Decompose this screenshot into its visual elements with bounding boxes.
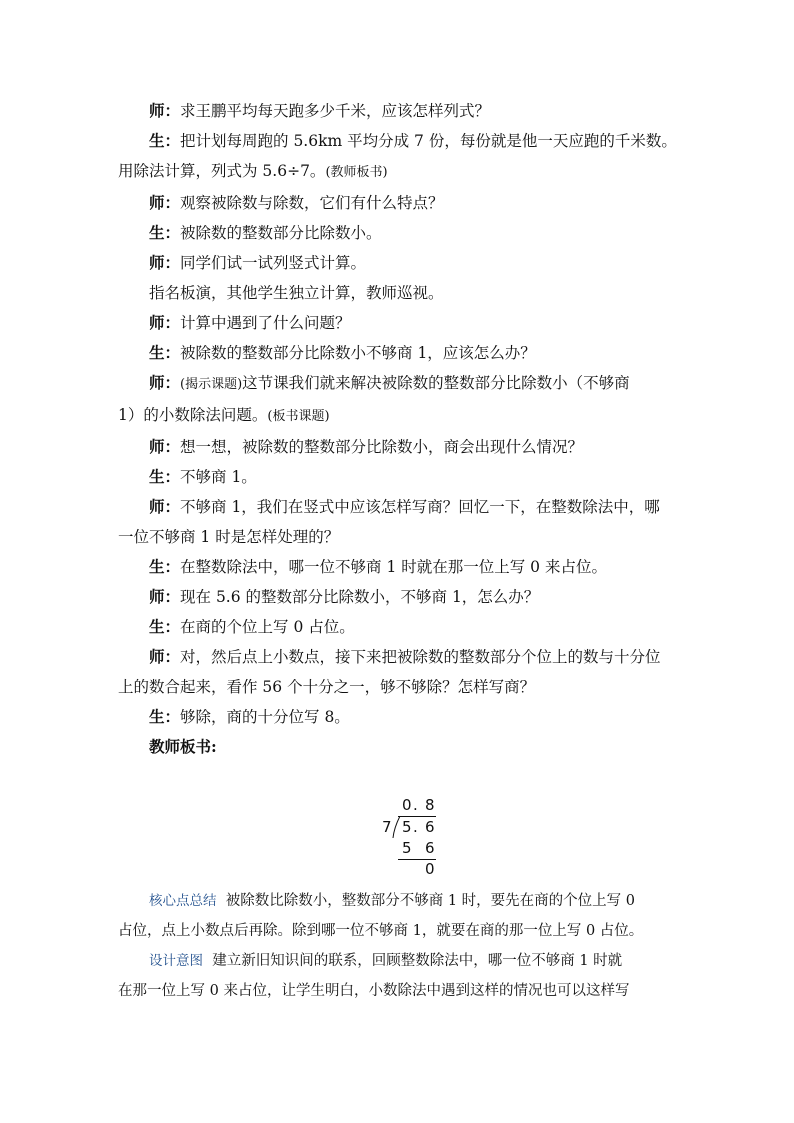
long-division — [376, 796, 446, 880]
design-note-cont: 在那一位上写 0 来占位，让学生明白，小数除法中遇到这样的情况也可以这样写 — [118, 983, 630, 999]
dialogue-line: 生：被除数的整数部分比除数小。 — [149, 223, 382, 242]
dialogue-line-cont: 1）的小数除法问题。(板书课题) — [118, 406, 330, 424]
dialogue-line: 生：不够商 1。 — [149, 467, 257, 486]
notes-section — [118, 886, 678, 1006]
product-digit: 6 — [425, 839, 435, 857]
lesson-transcript — [118, 96, 678, 762]
quotient-point: . — [413, 796, 418, 814]
dialogue-line: 师：想一想，被除数的整数部分比除数小，商会出现什么情况？ — [149, 437, 584, 456]
summary-note: 核心点总结 被除数比除数小，整数部分不够商 1 时，要先在商的个位上写 0 — [149, 893, 635, 909]
dividend-digit: 6 — [425, 818, 435, 836]
divisor: 7 — [382, 818, 392, 836]
narration-line: 指名板演，其他学生独立计算，教师巡视。 — [149, 284, 444, 302]
dialogue-line: 师：观察被除数与除数，它们有什么特点？ — [149, 193, 444, 212]
dialogue-line: 生：把计划每周跑的 5.6km 平均分成 7 份，每份就是他一天应跑的千米数。 — [149, 131, 677, 150]
dividend-digit: 5 — [402, 818, 412, 836]
board-title: 教师板书: — [149, 737, 217, 756]
dialogue-line: 师：现在 5.6 的整数部分比除数小，不够商 1，怎么办？ — [149, 587, 540, 606]
dialogue-line: 师：对，然后点上小数点，接下来把被除数的整数部分个位上的数与十分位 — [149, 647, 661, 666]
dialogue-line: 师：计算中遇到了什么问题？ — [149, 313, 351, 332]
dialogue-line: 生：够除，商的十分位写 8。 — [149, 707, 350, 726]
dialogue-line: 师：(揭示课题)这节课我们就来解决被除数的整数部分比除数小（不够商 — [149, 373, 630, 392]
remainder: 0 — [425, 860, 435, 878]
design-note: 设计意图 建立新旧知识间的联系，回顾整数除法中，哪一位不够商 1 时就 — [149, 953, 623, 969]
product-digit: 5 — [402, 839, 412, 857]
dialogue-line: 师：不够商 1，我们在竖式中应该怎样写商？回忆一下，在整数除法中，哪 — [149, 497, 660, 516]
quotient-digit: 8 — [425, 796, 435, 814]
dialogue-line: 师：同学们试一试列竖式计算。 — [149, 253, 367, 272]
dialogue-line-cont: 用除法计算，列式为 5.6÷7。(教师板书) — [118, 162, 388, 180]
dividend-point: . — [413, 818, 418, 836]
quotient-digit: 0 — [402, 796, 412, 814]
dialogue-line: 生：被除数的整数部分比除数小不够商 1，应该怎么办？ — [149, 343, 536, 362]
dialogue-line: 生：在商的个位上写 0 占位。 — [149, 617, 355, 636]
division-bracket — [392, 816, 402, 838]
summary-note-cont: 占位，点上小数点后再除。除到哪一位不够商 1，就要在商的那一位上写 0 占位。 — [118, 923, 644, 939]
dialogue-line-cont: 一位不够商 1 时是怎样处理的？ — [118, 528, 340, 546]
division-bar — [398, 816, 436, 817]
dialogue-line-cont: 上的数合起来，看作 56 个十分之一，够不够除？怎样写商？ — [118, 678, 536, 696]
dialogue-line: 师：求王鹏平均每天跑多少千米，应该怎样列式？ — [149, 101, 491, 120]
dialogue-line: 生：在整数除法中，哪一位不够商 1 时就在那一位上写 0 来占位。 — [149, 557, 607, 576]
